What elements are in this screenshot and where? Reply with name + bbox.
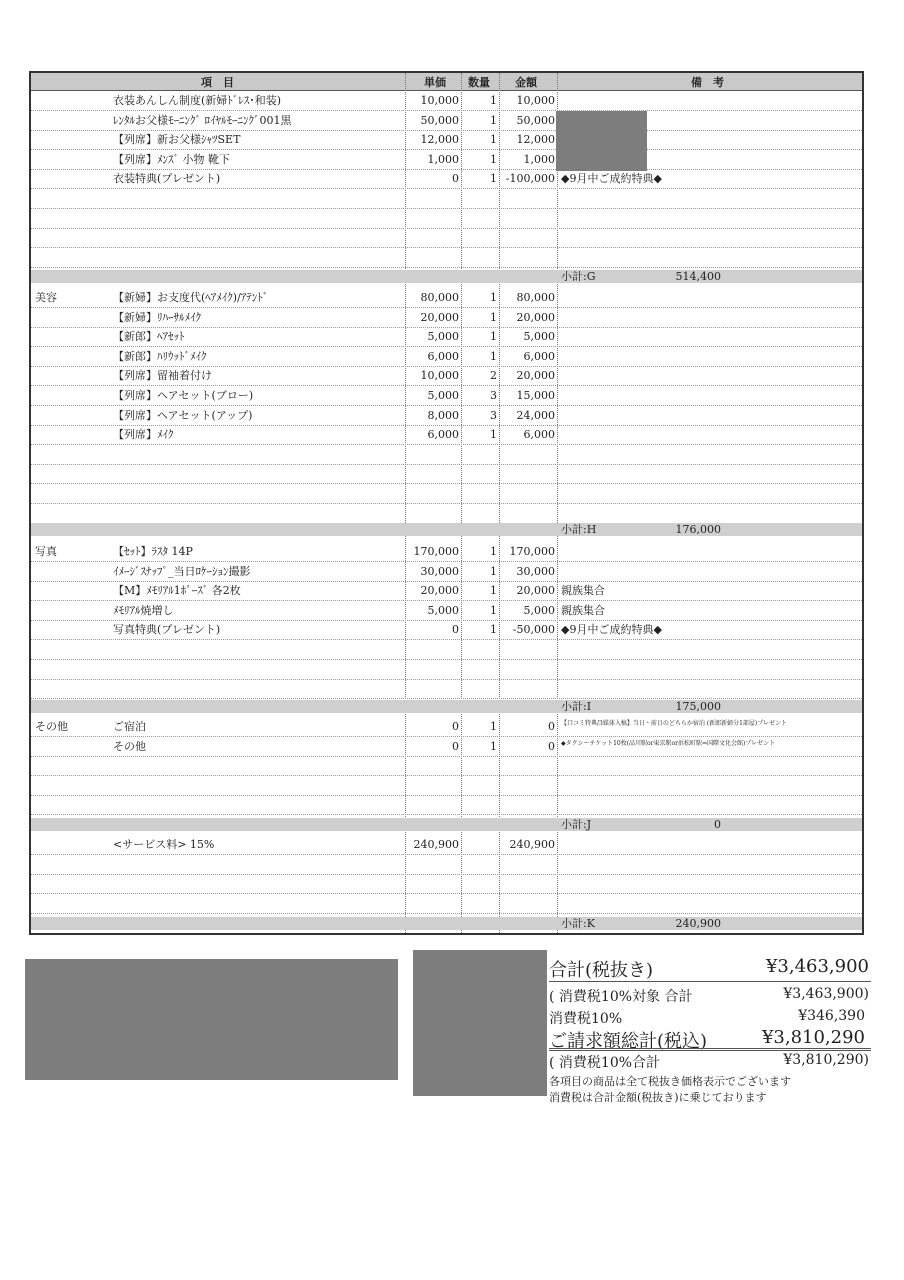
redacted-block bbox=[556, 111, 647, 171]
table-row bbox=[31, 111, 862, 131]
item-name: 【新婦】ﾘﾊｰｻﾙﾒｲｸ bbox=[113, 310, 201, 324]
amount: 0 bbox=[548, 720, 555, 733]
unit-price: 5,000 bbox=[427, 603, 459, 617]
quantity: 1 bbox=[490, 133, 497, 147]
table-row bbox=[31, 189, 862, 209]
quantity: 3 bbox=[490, 389, 497, 402]
divider bbox=[549, 981, 871, 982]
category-label: 写真 bbox=[35, 545, 57, 558]
table-row bbox=[31, 795, 862, 815]
item-name: <サービス料> 15% bbox=[113, 838, 215, 851]
subtotal-bar bbox=[31, 523, 862, 536]
quantity: 1 bbox=[490, 330, 497, 344]
amount: 240,900 bbox=[509, 838, 555, 851]
tax-total bbox=[549, 1052, 869, 1072]
table-row bbox=[31, 776, 862, 796]
amount: -50,000 bbox=[512, 623, 555, 637]
subtotal-excl-tax-value: ¥3,463,900 bbox=[765, 956, 869, 977]
redacted-block bbox=[25, 959, 398, 1080]
amount: 170,000 bbox=[509, 545, 555, 558]
table-row bbox=[31, 737, 862, 757]
unit-price: 8,000 bbox=[427, 408, 459, 422]
table-row bbox=[31, 209, 862, 229]
taxable-total-label: ( 消費税10%対象 合計 bbox=[549, 989, 693, 1005]
quantity: 1 bbox=[490, 584, 497, 598]
unit-price: 30,000 bbox=[420, 564, 459, 578]
unit-price: 6,000 bbox=[427, 428, 459, 442]
table-row bbox=[31, 150, 862, 170]
item-name: ﾚﾝﾀﾙお父様ﾓｰﾆﾝｸﾞ ﾛｲﾔﾙﾓｰﾆﾝｸﾞ001黒 bbox=[113, 113, 292, 127]
table-row bbox=[31, 308, 862, 328]
unit-price: 5,000 bbox=[427, 330, 459, 344]
divider bbox=[549, 1050, 871, 1051]
subtotal-bar bbox=[31, 917, 862, 930]
unit-price: 1,000 bbox=[427, 152, 459, 166]
table-row bbox=[31, 406, 862, 426]
note: ◆タクシーチケット10枚(品川駅or東京駅or浜松町駅⇔国際文化会館)プレゼント bbox=[561, 739, 776, 747]
item-name: 【新郎】ﾊﾘｳｯﾄﾞﾒｲｸ bbox=[113, 349, 207, 363]
item-name: 写真特典(プレゼント) bbox=[113, 623, 221, 637]
table-row bbox=[31, 484, 862, 504]
consumption-tax-value: ¥346,390 bbox=[798, 1008, 865, 1024]
divider bbox=[549, 1048, 871, 1049]
quantity: 1 bbox=[490, 623, 497, 637]
amount: 12,000 bbox=[516, 133, 555, 147]
table-row bbox=[31, 855, 862, 875]
table-row bbox=[31, 464, 862, 484]
unit-price: 80,000 bbox=[420, 291, 459, 304]
header-note: 備 考 bbox=[691, 76, 724, 89]
table-row bbox=[31, 386, 862, 406]
table-row bbox=[31, 756, 862, 776]
table-row bbox=[31, 327, 862, 347]
unit-price: 20,000 bbox=[420, 310, 459, 324]
item-name: 【列席】留袖着付け bbox=[113, 369, 212, 383]
table-row bbox=[31, 288, 862, 308]
unit-price: 10,000 bbox=[420, 369, 459, 383]
note: 親族集合 bbox=[561, 584, 605, 598]
table-row bbox=[31, 504, 862, 524]
category-label: 美容 bbox=[35, 291, 57, 304]
amount: 5,000 bbox=[523, 330, 555, 344]
table-row bbox=[31, 717, 862, 737]
item-name: ｲﾒｰｼﾞｽﾅｯﾌﾟ_当日ﾛｹｰｼｮﾝ撮影 bbox=[113, 564, 251, 578]
table-row bbox=[31, 835, 862, 855]
item-name: 【列席】ヘアセット(アップ) bbox=[113, 408, 253, 422]
subtotal-excl-tax-label: 合計(税抜き) bbox=[549, 960, 654, 981]
tax-total-label: ( 消費税10%合計 bbox=[549, 1055, 661, 1071]
footnote: 消費税は合計金額(税抜き)に乗じております bbox=[549, 1091, 767, 1104]
category-label: その他 bbox=[35, 720, 68, 733]
table-row bbox=[31, 601, 862, 621]
quantity: 1 bbox=[490, 720, 497, 733]
amount: 0 bbox=[548, 739, 555, 753]
subtotal-label: 小計:I bbox=[561, 700, 592, 713]
tax-total-value: ¥3,810,290) bbox=[783, 1052, 869, 1068]
table-row bbox=[31, 366, 862, 386]
note: ◆9月中ご成約特典◆ bbox=[561, 172, 662, 186]
table-row bbox=[31, 130, 862, 150]
grand-total-label: ご請求額総計(税込) bbox=[549, 1031, 708, 1052]
quantity: 1 bbox=[490, 564, 497, 578]
amount: 6,000 bbox=[523, 428, 555, 442]
unit-price: 0 bbox=[452, 720, 459, 733]
unit-price: 170,000 bbox=[413, 545, 459, 558]
taxable-total-value: ¥3,463,900) bbox=[783, 986, 869, 1002]
item-name: 【新郎】ﾍｱｾｯﾄ bbox=[113, 330, 185, 344]
header-item: 項 目 bbox=[201, 76, 234, 89]
amount: 1,000 bbox=[523, 152, 555, 166]
subtotal-bar bbox=[31, 818, 862, 831]
subtotal-label: 小計:G bbox=[561, 270, 596, 283]
subtotal-label: 小計:J bbox=[561, 818, 592, 831]
table-header bbox=[31, 73, 862, 91]
header-qty: 数量 bbox=[468, 76, 490, 89]
item-name: ﾒﾓﾘｱﾙ焼増し bbox=[113, 603, 174, 617]
subtotal-bar bbox=[31, 270, 862, 283]
subtotal-value: 176,000 bbox=[675, 523, 721, 536]
table-row bbox=[31, 228, 862, 248]
quantity: 1 bbox=[490, 152, 497, 166]
subtotal-bar bbox=[31, 700, 862, 713]
header-amount: 金額 bbox=[515, 76, 537, 89]
table-row bbox=[31, 445, 862, 465]
item-name: 【列席】新お父様ｼｬﾂSET bbox=[113, 133, 241, 147]
amount: 5,000 bbox=[523, 603, 555, 617]
table-row bbox=[31, 894, 862, 914]
table-row bbox=[31, 248, 862, 268]
subtotal-label: 小計:H bbox=[561, 523, 597, 536]
unit-price: 240,900 bbox=[413, 838, 459, 851]
quantity: 2 bbox=[490, 369, 497, 383]
amount: 20,000 bbox=[516, 369, 555, 383]
unit-price: 0 bbox=[452, 623, 459, 637]
table-row bbox=[31, 640, 862, 660]
quantity: 1 bbox=[490, 603, 497, 617]
quantity: 3 bbox=[490, 408, 497, 422]
item-name: 【ｾｯﾄ】ﾗｽﾀ 14P bbox=[113, 545, 193, 558]
quantity: 1 bbox=[490, 113, 497, 127]
note: ◆9月中ご成約特典◆ bbox=[561, 623, 662, 637]
table-row bbox=[31, 347, 862, 367]
footnote: 各項目の商品は全て税抜き価格表示でございます bbox=[549, 1075, 791, 1088]
table-row bbox=[31, 562, 862, 582]
redacted-block bbox=[413, 950, 547, 1096]
table-row bbox=[31, 679, 862, 699]
item-name: 【新婦】お支度代(ﾍｱﾒｲｸ)/ｱﾃﾝﾄﾞ bbox=[113, 291, 269, 304]
table-row bbox=[31, 874, 862, 894]
table-row bbox=[31, 91, 862, 111]
header-unit-price: 単価 bbox=[424, 76, 446, 89]
unit-price: 12,000 bbox=[420, 133, 459, 147]
amount: 20,000 bbox=[516, 310, 555, 324]
quantity: 1 bbox=[490, 739, 497, 753]
subtotal-value: 175,000 bbox=[675, 700, 721, 713]
unit-price: 50,000 bbox=[420, 113, 459, 127]
consumption-tax bbox=[549, 1008, 869, 1028]
amount: 24,000 bbox=[516, 408, 555, 422]
subtotal-value: 0 bbox=[714, 818, 721, 831]
amount: -100,000 bbox=[505, 172, 555, 186]
quantity: 1 bbox=[490, 291, 497, 304]
unit-price: 5,000 bbox=[427, 389, 459, 402]
table-row bbox=[31, 660, 862, 680]
table-row bbox=[31, 542, 862, 562]
subtotal-excl-tax bbox=[549, 956, 869, 982]
amount: 50,000 bbox=[516, 113, 555, 127]
item-name: 衣装特典(プレゼント) bbox=[113, 172, 221, 186]
note: 【口コミ特典/3媒体入稿】当日・前日のどちらか宿泊 (新郎新婦分1部屋)プレゼント bbox=[561, 720, 788, 727]
quantity: 1 bbox=[490, 545, 497, 558]
amount: 15,000 bbox=[516, 389, 555, 402]
unit-price: 0 bbox=[452, 739, 459, 753]
consumption-tax-label: 消費税10% bbox=[549, 1011, 623, 1027]
table-row bbox=[31, 425, 862, 445]
item-name: 【列席】ヘアセット(ブロー) bbox=[113, 389, 254, 402]
taxable-total bbox=[549, 986, 869, 1006]
amount: 30,000 bbox=[516, 564, 555, 578]
unit-price: 20,000 bbox=[420, 584, 459, 598]
unit-price: 0 bbox=[452, 172, 459, 186]
item-name: その他 bbox=[113, 739, 146, 753]
subtotal-value: 240,900 bbox=[675, 917, 721, 930]
table-row bbox=[31, 169, 862, 189]
unit-price: 6,000 bbox=[427, 349, 459, 363]
item-name: 【列席】ﾒﾝｽﾞ 小物 靴下 bbox=[113, 152, 230, 166]
note: 親族集合 bbox=[561, 603, 605, 617]
item-name: 【列席】ﾒｲｸ bbox=[113, 428, 174, 442]
item-name: 【M】ﾒﾓﾘｱﾙ1ﾎﾟｰｽﾞ 各2枚 bbox=[113, 584, 241, 598]
subtotal-label: 小計:K bbox=[561, 917, 595, 930]
quantity: 1 bbox=[490, 310, 497, 324]
quantity: 1 bbox=[490, 172, 497, 186]
quantity: 1 bbox=[490, 428, 497, 442]
amount: 80,000 bbox=[516, 291, 555, 304]
table-row bbox=[31, 581, 862, 601]
grand-total-value: ¥3,810,290 bbox=[761, 1027, 865, 1048]
quantity: 1 bbox=[490, 94, 497, 107]
amount: 10,000 bbox=[516, 94, 555, 107]
quantity: 1 bbox=[490, 349, 497, 363]
unit-price: 10,000 bbox=[420, 94, 459, 107]
amount: 6,000 bbox=[523, 349, 555, 363]
item-name: 衣装あんしん制度(新婦ﾄﾞﾚｽ･和装) bbox=[113, 94, 282, 107]
amount: 20,000 bbox=[516, 584, 555, 598]
table-row bbox=[31, 620, 862, 640]
subtotal-value: 514,400 bbox=[675, 270, 721, 283]
item-name: ご宿泊 bbox=[113, 720, 146, 733]
estimate-table bbox=[29, 71, 864, 935]
